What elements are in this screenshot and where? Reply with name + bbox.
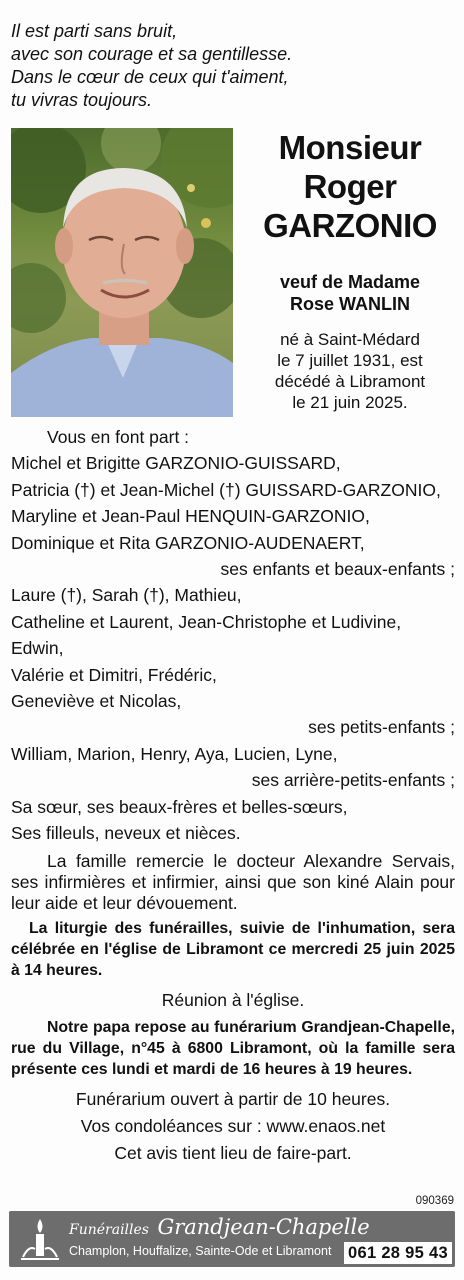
children-line: Michel et Brigitte GARZONIO-GUISSARD, <box>11 453 341 474</box>
name-line: Roger <box>303 168 397 205</box>
funeral-home-name <box>69 1215 370 1239</box>
liturgy-paragraph: La liturgie des funérailles, suivie de l'inhumation, sera célébrée en l'église de Libramont ce mercredi 25 juin 2025 à 14 heures. <box>11 919 455 979</box>
birth-line: le 7 juillet 1931, est <box>277 351 423 370</box>
children-label: ses enfants et beaux-enfants ; <box>220 559 455 580</box>
funeral-home-banner <box>9 1211 455 1267</box>
birth-death-info <box>240 329 460 413</box>
grandchildren-line: Geneviève et Nicolas, <box>11 691 182 712</box>
poem-line: tu vivras toujours. <box>11 90 153 110</box>
condolences-line: Vos condoléances sur : www.enaos.net <box>80 1116 386 1137</box>
widower-of <box>240 271 460 315</box>
great-grandchildren-label: ses arrière-petits-enfants ; <box>251 770 455 791</box>
reference-number: 090369 <box>415 1195 454 1207</box>
intro-line: Vous en font part : <box>47 427 190 447</box>
great-grandchildren-line: William, Marion, Henry, Aya, Lucien, Lyne, <box>11 743 338 764</box>
birth-line: le 21 juin 2025. <box>292 393 408 412</box>
family-line: Sa sœur, ses beaux-frères et belles-sœurs, <box>11 796 348 817</box>
children-line: Maryline et Jean-Paul HENQUIN-GARZONIO, <box>11 506 370 527</box>
deceased-name <box>240 128 460 245</box>
poem-line: Il est parti sans bruit, <box>11 21 178 41</box>
meeting-line: Réunion à l'église. <box>161 989 305 1010</box>
brand-name: Grandjean-Chapelle <box>157 1215 370 1239</box>
family-line: Ses filleuls, neveux et nièces. <box>11 823 241 844</box>
funeral-home-hours: Funérarium ouvert à partir de 10 heures. <box>75 1088 391 1109</box>
children-line: Patricia (†) et Jean-Michel (†) GUISSARD-GARZONIO, <box>11 479 441 500</box>
deceased-header <box>240 128 460 413</box>
poem-line: avec son courage et sa gentillesse. <box>11 44 293 64</box>
portrait-photo <box>11 128 233 417</box>
name-line: Monsieur <box>278 129 422 166</box>
grandchildren-line: Valérie et Dimitri, Frédéric, <box>11 664 217 685</box>
rest-paragraph: Notre papa repose au funérarium Grandjean-Chapelle, rue du Village, n°45 à 6800 Libramont, où la famille sera présente ces lundi et mardi de 16 heures à 19 heures. <box>11 1018 455 1078</box>
brand-prefix: Funérailles <box>69 1222 149 1238</box>
thanks-paragraph: La famille remercie le docteur Alexandre Servais, ses infirmières et infirmier, ainsi que son kiné Alain pour leur aide et leur dévouement. <box>11 850 455 913</box>
poem <box>11 20 451 112</box>
notice-line: Cet avis tient lieu de faire-part. <box>114 1143 352 1164</box>
grandchildren-line: Laure (†), Sarah (†), Mathieu, <box>11 585 242 606</box>
phone-number: 061 28 95 43 <box>344 1242 452 1264</box>
funeral-home-locations: Champlon, Houffalize, Sainte-Ode et Libramont <box>69 1244 332 1258</box>
grandchildren-label: ses petits-enfants ; <box>308 717 455 738</box>
birth-line: décédé à Libramont <box>274 372 426 391</box>
name-line: GARZONIO <box>263 207 437 244</box>
widower-line: veuf de Madame <box>279 272 421 292</box>
children-line: Dominique et Rita GARZONIO-AUDENAERT, <box>11 532 365 553</box>
widower-line: Rose WANLIN <box>289 294 410 314</box>
candle-logo-icon <box>15 1215 65 1263</box>
birth-line: né à Saint-Médard <box>280 330 420 349</box>
announcement-body <box>11 424 455 1166</box>
grandchildren-line: Catheline et Laurent, Jean-Christophe et Ludivine, <box>11 611 402 632</box>
grandchildren-line: Edwin, <box>11 638 64 659</box>
poem-line: Dans le cœur de ceux qui t'aiment, <box>11 67 289 87</box>
